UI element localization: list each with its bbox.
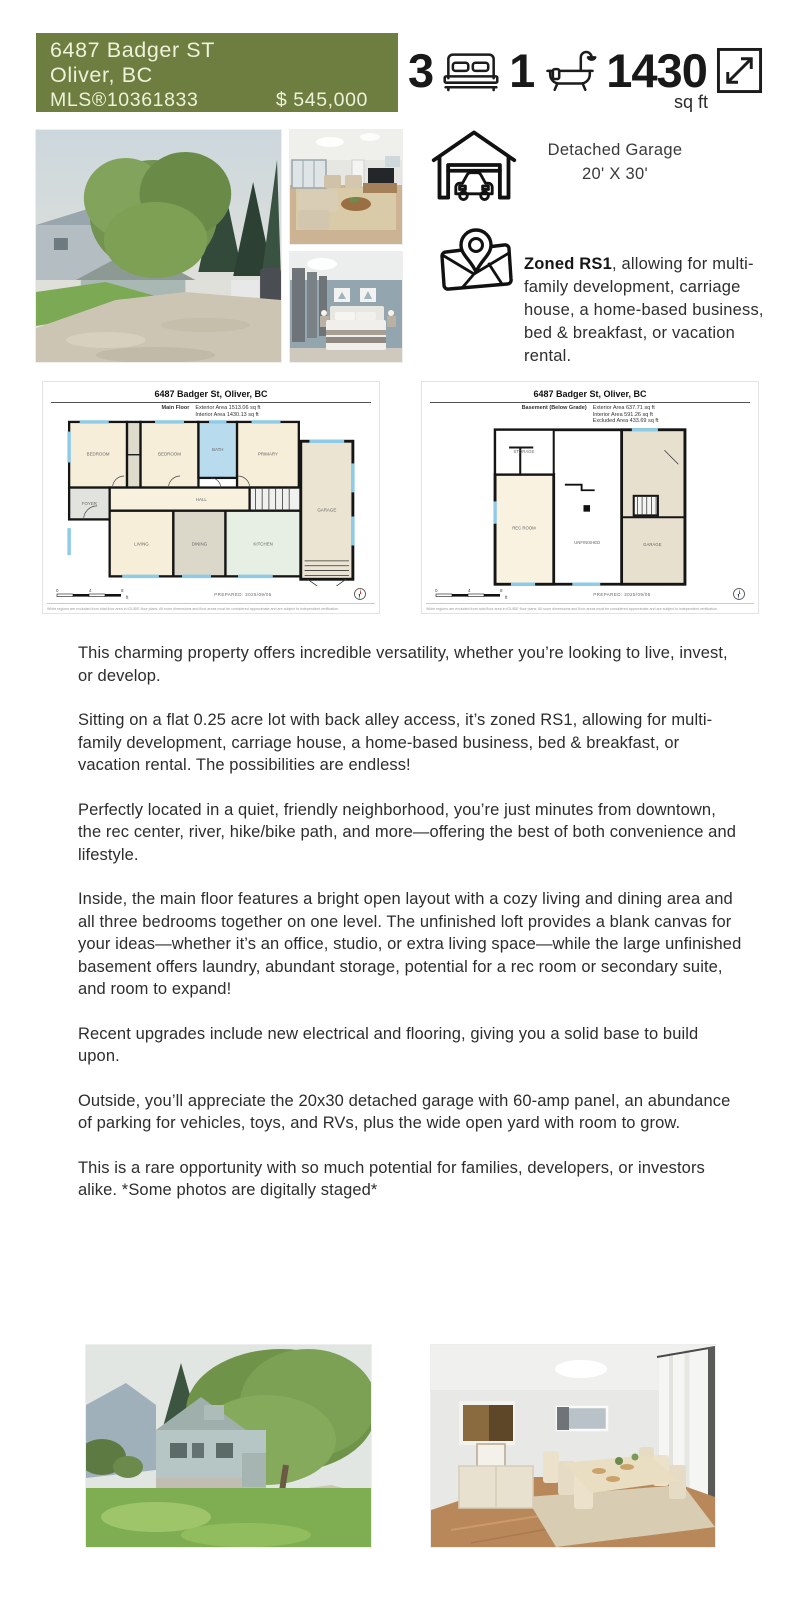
room-label: LIVING	[134, 541, 149, 547]
description-paragraph: Sitting on a flat 0.25 acre lot with back alley access, it’s zoned RS1, allowing for multi-family development, carriage house, a home-based business, bed & breakfast, or vacation rental. The possibilities are endless!	[78, 711, 713, 774]
floor-label: Basement (Below Grade)	[521, 405, 587, 411]
area-line: Excluded Area 433.69 sq ft	[592, 418, 659, 424]
address-line2: Oliver, BC	[50, 63, 153, 87]
scale-4: 4	[468, 588, 471, 593]
floorplan-divider	[47, 603, 375, 604]
floor-label: Main Floor	[161, 405, 190, 411]
area-line: Interior Area 1430.13 sq ft	[195, 411, 259, 418]
floorplan-main-subtitle	[43, 405, 379, 418]
room-label: BATH	[212, 446, 224, 452]
scale-0: 0	[435, 588, 438, 593]
floorplan-disclaimer: White regions are excluded from total floor area in iGUIDE floor plans. All room dimensions and floor areas must be considered approximate and are subject to independent verification.	[426, 607, 719, 611]
sqft-unit-label: sq ft	[673, 92, 708, 112]
bed-count: 3	[408, 43, 434, 97]
floorplan-footer	[43, 587, 379, 601]
mls-number: MLS®10361833	[50, 89, 199, 111]
bed-icon	[442, 47, 500, 93]
area-line: Exterior Area 1513.06 sq ft	[195, 405, 261, 411]
zoning-rest: , allowing for multi-family development, carriage house, a home-based business, bed & breakfast, or vacation rental.	[524, 254, 764, 365]
scale-8: 8	[500, 588, 503, 593]
floor-areas	[195, 405, 260, 418]
room-label: FOYER	[81, 500, 98, 506]
room-label: KITCHEN	[253, 541, 273, 547]
floorplan-main-title: 6487 Badger St, Oliver, BC	[154, 389, 268, 399]
zoning-feature-text	[524, 253, 772, 368]
floor-areas	[593, 405, 659, 425]
room-label: REC ROOM	[512, 524, 536, 530]
basement-floorplan-drawing	[490, 427, 690, 587]
sqft-value: 1430	[606, 43, 707, 97]
garage-line1: Detached Garage	[547, 141, 683, 159]
compass-icon	[732, 587, 746, 601]
scale-bar	[55, 588, 133, 600]
scale-4: 4	[89, 588, 92, 593]
photo-backyard	[86, 1345, 371, 1547]
expand-icon	[716, 47, 763, 94]
floorplan-rule	[51, 402, 371, 403]
zoning-bold: Zoned RS1	[524, 254, 612, 273]
floorplan-main-panel	[42, 381, 380, 614]
description-paragraph: Outside, you’ll appreciate the 20x30 detached garage with 60-amp panel, an abundance of parking for vehicles, toys, and RVs, plus the wide open yard with room to grow.	[78, 1091, 731, 1132]
photo-exterior-driveway	[36, 130, 281, 362]
area-line: Exterior Area 637.71 sq ft	[592, 405, 655, 411]
description-paragraph: This charming property offers incredible versatility, whether you’re looking to live, invest, or develop.	[78, 644, 728, 685]
room-label: DINING	[191, 541, 208, 547]
floorplan-rule	[430, 402, 750, 403]
photo-bedroom	[290, 252, 402, 362]
map-pin-icon	[434, 226, 518, 302]
description-paragraph: This is a rare opportunity with so much potential for families, developers, or investors alike. *Some photos are digitally staged*	[78, 1158, 705, 1199]
scale-unit: ft	[505, 595, 508, 600]
stats-row	[408, 40, 763, 100]
compass-icon	[353, 587, 367, 601]
bath-icon	[543, 46, 597, 94]
garage-icon	[428, 124, 520, 206]
area-line: Interior Area 591.26 sq ft	[592, 411, 653, 418]
room-label: PRIMARY	[257, 451, 278, 457]
bath-count: 1	[509, 43, 535, 97]
floorplan-basement-panel	[421, 381, 759, 614]
scale-unit: ft	[126, 595, 129, 600]
room-label: BEDROOM	[158, 451, 181, 457]
floorplan-divider	[426, 603, 754, 604]
property-description	[78, 642, 742, 1224]
scale-bar	[434, 588, 512, 600]
garage-line2: 20' X 30'	[582, 165, 648, 183]
floorplan-basement-subtitle	[422, 405, 758, 425]
scale-8: 8	[121, 588, 124, 593]
dining-photo-art	[431, 1345, 715, 1547]
prepared-label: PREPARED: 2025/09/05	[214, 591, 272, 597]
backyard-photo-art	[86, 1345, 371, 1547]
photo-dining-room	[431, 1345, 715, 1547]
description-paragraph: Inside, the main floor features a bright open layout with a cozy living and dining area and all three bedrooms together on one level. The unfinished loft provides a blank canvas for your ideas—whether it’s an office, studio, or extra living space—while the large unfinished basement offers laundry, abundant storage, potential for a rec room or secondary suite, and room to expand!	[78, 890, 742, 998]
address-line1: 6487 Badger ST	[50, 38, 215, 62]
description-paragraph: Recent upgrades include new electrical and flooring, giving you a solid base to build upon.	[78, 1024, 699, 1065]
mls-price-row	[50, 88, 384, 112]
exterior-photo-art	[36, 130, 281, 362]
bedroom-photo-art	[290, 252, 402, 362]
main-floorplan-drawing	[63, 420, 359, 586]
photo-living-room	[290, 130, 402, 244]
garage-feature-text	[522, 138, 708, 186]
room-label: BEDROOM	[86, 451, 110, 457]
prepared-label: PREPARED: 2025/09/05	[593, 591, 651, 597]
floorplan-disclaimer: White regions are excluded from total floor area in iGUIDE floor plans. All room dimensions and floor areas must be considered approximate and are subject to independent verification.	[47, 607, 340, 611]
floorplan-basement-title: 6487 Badger St, Oliver, BC	[533, 389, 647, 399]
room-label: GARAGE	[643, 541, 662, 547]
floorplan-footer	[422, 587, 758, 601]
room-label: HALL	[195, 497, 207, 503]
description-paragraph: Perfectly located in a quiet, friendly neighborhood, you’re just minutes from downtown, the rec center, river, hike/bike path, and more—offering the best of both convenience and lifestyle.	[78, 800, 736, 864]
scale-0: 0	[56, 588, 59, 593]
room-label: STORAGE	[513, 448, 535, 454]
list-price: $ 545,000	[275, 89, 368, 111]
room-label: GARAGE	[317, 507, 337, 513]
room-label: UNFINISHED	[574, 539, 601, 545]
listing-header	[36, 33, 398, 112]
living-photo-art	[290, 130, 402, 244]
